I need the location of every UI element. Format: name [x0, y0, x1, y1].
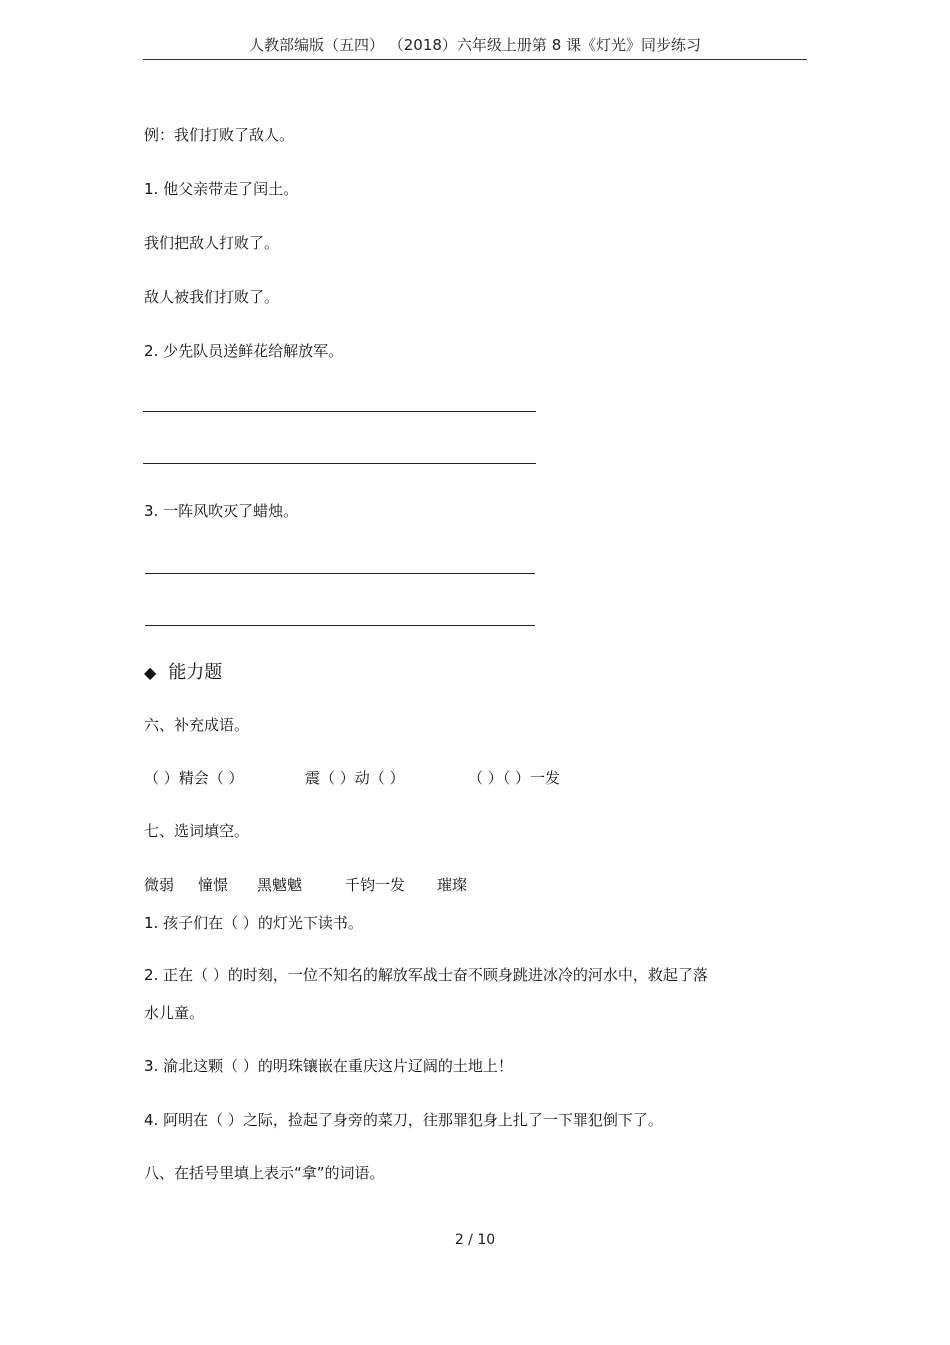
fill-question-1: 1. 孩子们在（ ）的灯光下读书。: [144, 914, 363, 932]
exercise-8-title: 八、在括号里填上表示“拿”的词语。: [144, 1164, 385, 1182]
ability-section-heading: [144, 658, 222, 684]
word-choice: 璀璨: [437, 876, 468, 894]
ability-title: 能力题: [168, 662, 223, 683]
fill-question-2-line-2: 水儿童。: [144, 1004, 205, 1022]
answer-blank-line[interactable]: [143, 463, 536, 464]
diamond-bullet-icon: ◆: [144, 663, 157, 682]
example-answer-2: 敌人被我们打败了。: [144, 288, 280, 306]
question-3: 3. 一阵风吹灭了蜡烛。: [144, 502, 299, 520]
word-choice: 千钧一发: [345, 876, 406, 894]
exercise-6-title: 六、补充成语。: [144, 716, 250, 734]
question-2: 2. 少先队员送鲜花给解放军。: [144, 342, 344, 360]
word-choice: 黑魆魆: [257, 876, 303, 894]
idiom-blank-item[interactable]: （ ）精会（ ）: [144, 769, 244, 787]
page-header-title: 人教部编版（五四） （2018）六年级上册第 8 课《灯光》同步练习: [248, 36, 702, 54]
question-1: 1. 他父亲带走了闰土。: [144, 180, 299, 198]
exercise-7-title: 七、选词填空。: [144, 822, 250, 840]
header-rule: [143, 59, 807, 60]
answer-blank-line[interactable]: [145, 625, 535, 626]
answer-blank-line[interactable]: [145, 573, 535, 574]
word-choice: 微弱: [144, 876, 175, 894]
fill-question-3: 3. 渝北这颗（ ）的明珠镶嵌在重庆这片辽阔的土地上！: [144, 1057, 513, 1075]
page-number: 2 / 10: [454, 1232, 496, 1248]
example-line: 例：我们打败了敌人。: [144, 126, 295, 144]
idiom-blank-item[interactable]: （ ）（ ）一发: [468, 769, 561, 787]
example-answer-1: 我们把敌人打败了。: [144, 234, 280, 252]
answer-blank-line[interactable]: [143, 411, 536, 412]
idiom-blank-item[interactable]: 震（ ）动（ ）: [305, 769, 405, 787]
fill-question-4: 4. 阿明在（ ）之际，捡起了身旁的菜刀，往那罪犯身上扎了一下罪犯倒下了。: [144, 1111, 663, 1129]
word-choice: 憧憬: [198, 876, 229, 894]
fill-question-2-line-1: 2. 正在（ ）的时刻，一位不知名的解放军战士奋不顾身跳进冰冷的河水中，救起了落: [144, 966, 708, 984]
